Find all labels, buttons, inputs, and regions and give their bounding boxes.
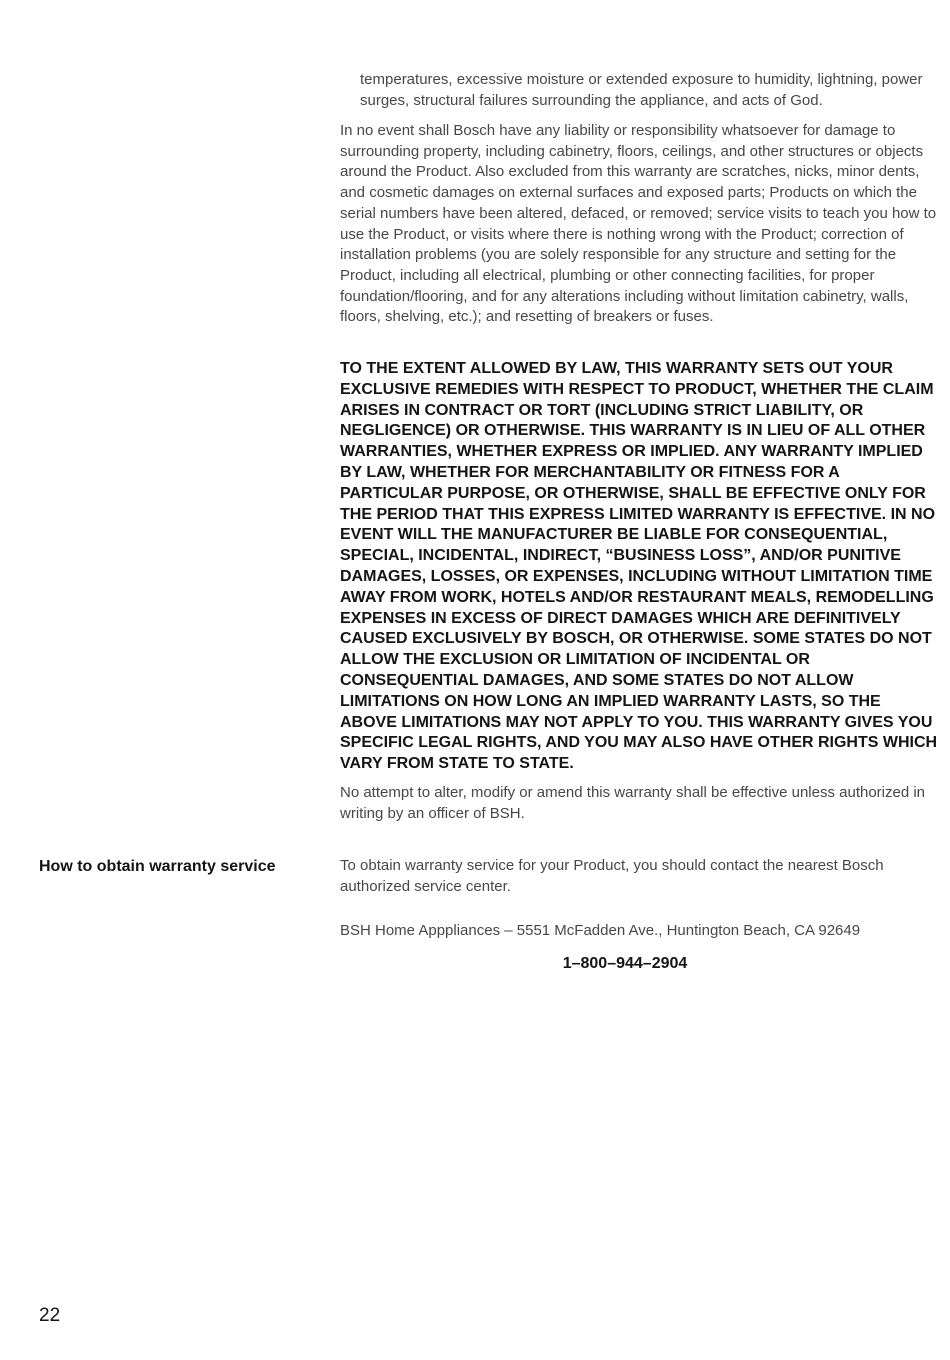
liability-paragraph: In no event shall Bosch have any liability or responsibility whatsoever for damage to surrounding property, including cabinetry, floors, ceilings, and other structures or objects around the Product. Also excluded from this warranty are scratches, nicks, minor dents, and cosmetic damages on external surfaces and exposed parts; Products on which the serial numbers have been altered, defaced, or removed; service visits to teach you how to use the Product, or visits where there is nothing wrong with the Product; correction of installation problems (you are solely responsible for any structure and setting for the Product, including all electrical, plumbing or other connecting facilities, for proper foundation/flooring, and for any alterations including without limitation cabinetry, walls, floors, shelving, etc.); and resetting of breakers or fuses. — [340, 122, 937, 326]
service-address: BSH Home Apppliances – 5551 McFadden Ave., Huntington Beach, CA 92649 — [340, 922, 861, 939]
service-phone-number: 1–800–944–2904 — [562, 955, 688, 972]
page-number: 22 — [39, 1305, 61, 1326]
warranty-service-heading: How to obtain warranty service — [39, 858, 276, 875]
continuation-paragraph: temperatures, excessive moisture or extended exposure to humidity, lightning, power surges, structural failures surrounding the appliance, and acts of God. — [360, 71, 923, 109]
warranty-service-paragraph: To obtain warranty service for your Product, you should contact the nearest Bosch authorized service center. — [340, 857, 884, 895]
disclaimer-paragraph: TO THE EXTENT ALLOWED BY LAW, THIS WARRANTY SETS OUT YOUR EXCLUSIVE REMEDIES WITH RESPECT TO PRODUCT, WHETHER THE CLAIM ARISES IN CONTRACT OR TORT (INCLUDING STRICT LIABILITY, OR NEGLIGENCE) OR OTHERWISE. THIS WARRANTY IS IN LIEU OF ALL OTHER WARRANTIES, WHETHER EXPRESS OR IMPLIED. ANY WARRANTY IMPLIED BY LAW, WHETHER FOR MERCHANTABILITY OR FITNESS FOR A PARTICULAR PURPOSE, OR OTHERWISE, SHALL BE EFFECTIVE ONLY FOR THE PERIOD THAT THIS EXPRESS LIMITED WARRANTY IS EFFECTIVE. IN NO EVENT WILL THE MANUFACTURER BE LIABLE FOR CONSEQUENTIAL, SPECIAL, INCIDENTAL, INDIRECT, “BUSINESS LOSS”, AND/OR PUNITIVE DAMAGES, LOSSES, OR EXPENSES, INCLUDING WITHOUT LIMITATION TIME AWAY FROM WORK, HOTELS AND/OR RESTAURANT MEALS, REMODELLING EXPENSES IN EXCESS OF DIRECT DAMAGES WHICH ARE DEFINITIVELY CAUSED EXCLUSIVELY BY BOSCH, OR OTHERWISE. SOME STATES DO NOT ALLOW THE EXCLUSION OR LIMITATION OF INCIDENTAL OR CONSEQUENTIAL DAMAGES, AND SOME STATES DO NOT ALLOW LIMITATIONS ON HOW LONG AN IMPLIED WARRANTY LASTS, SO THE ABOVE LIMITATIONS MAY NOT APPLY TO YOU. THIS WARRANTY GIVES YOU SPECIFIC LEGAL RIGHTS, AND YOU MAY ALSO HAVE OTHER RIGHTS WHICH VARY FROM STATE TO STATE. — [340, 360, 938, 773]
alteration-paragraph: No attempt to alter, modify or amend this warranty shall be effective unless authorized in writing by an officer of BSH. — [340, 784, 926, 822]
